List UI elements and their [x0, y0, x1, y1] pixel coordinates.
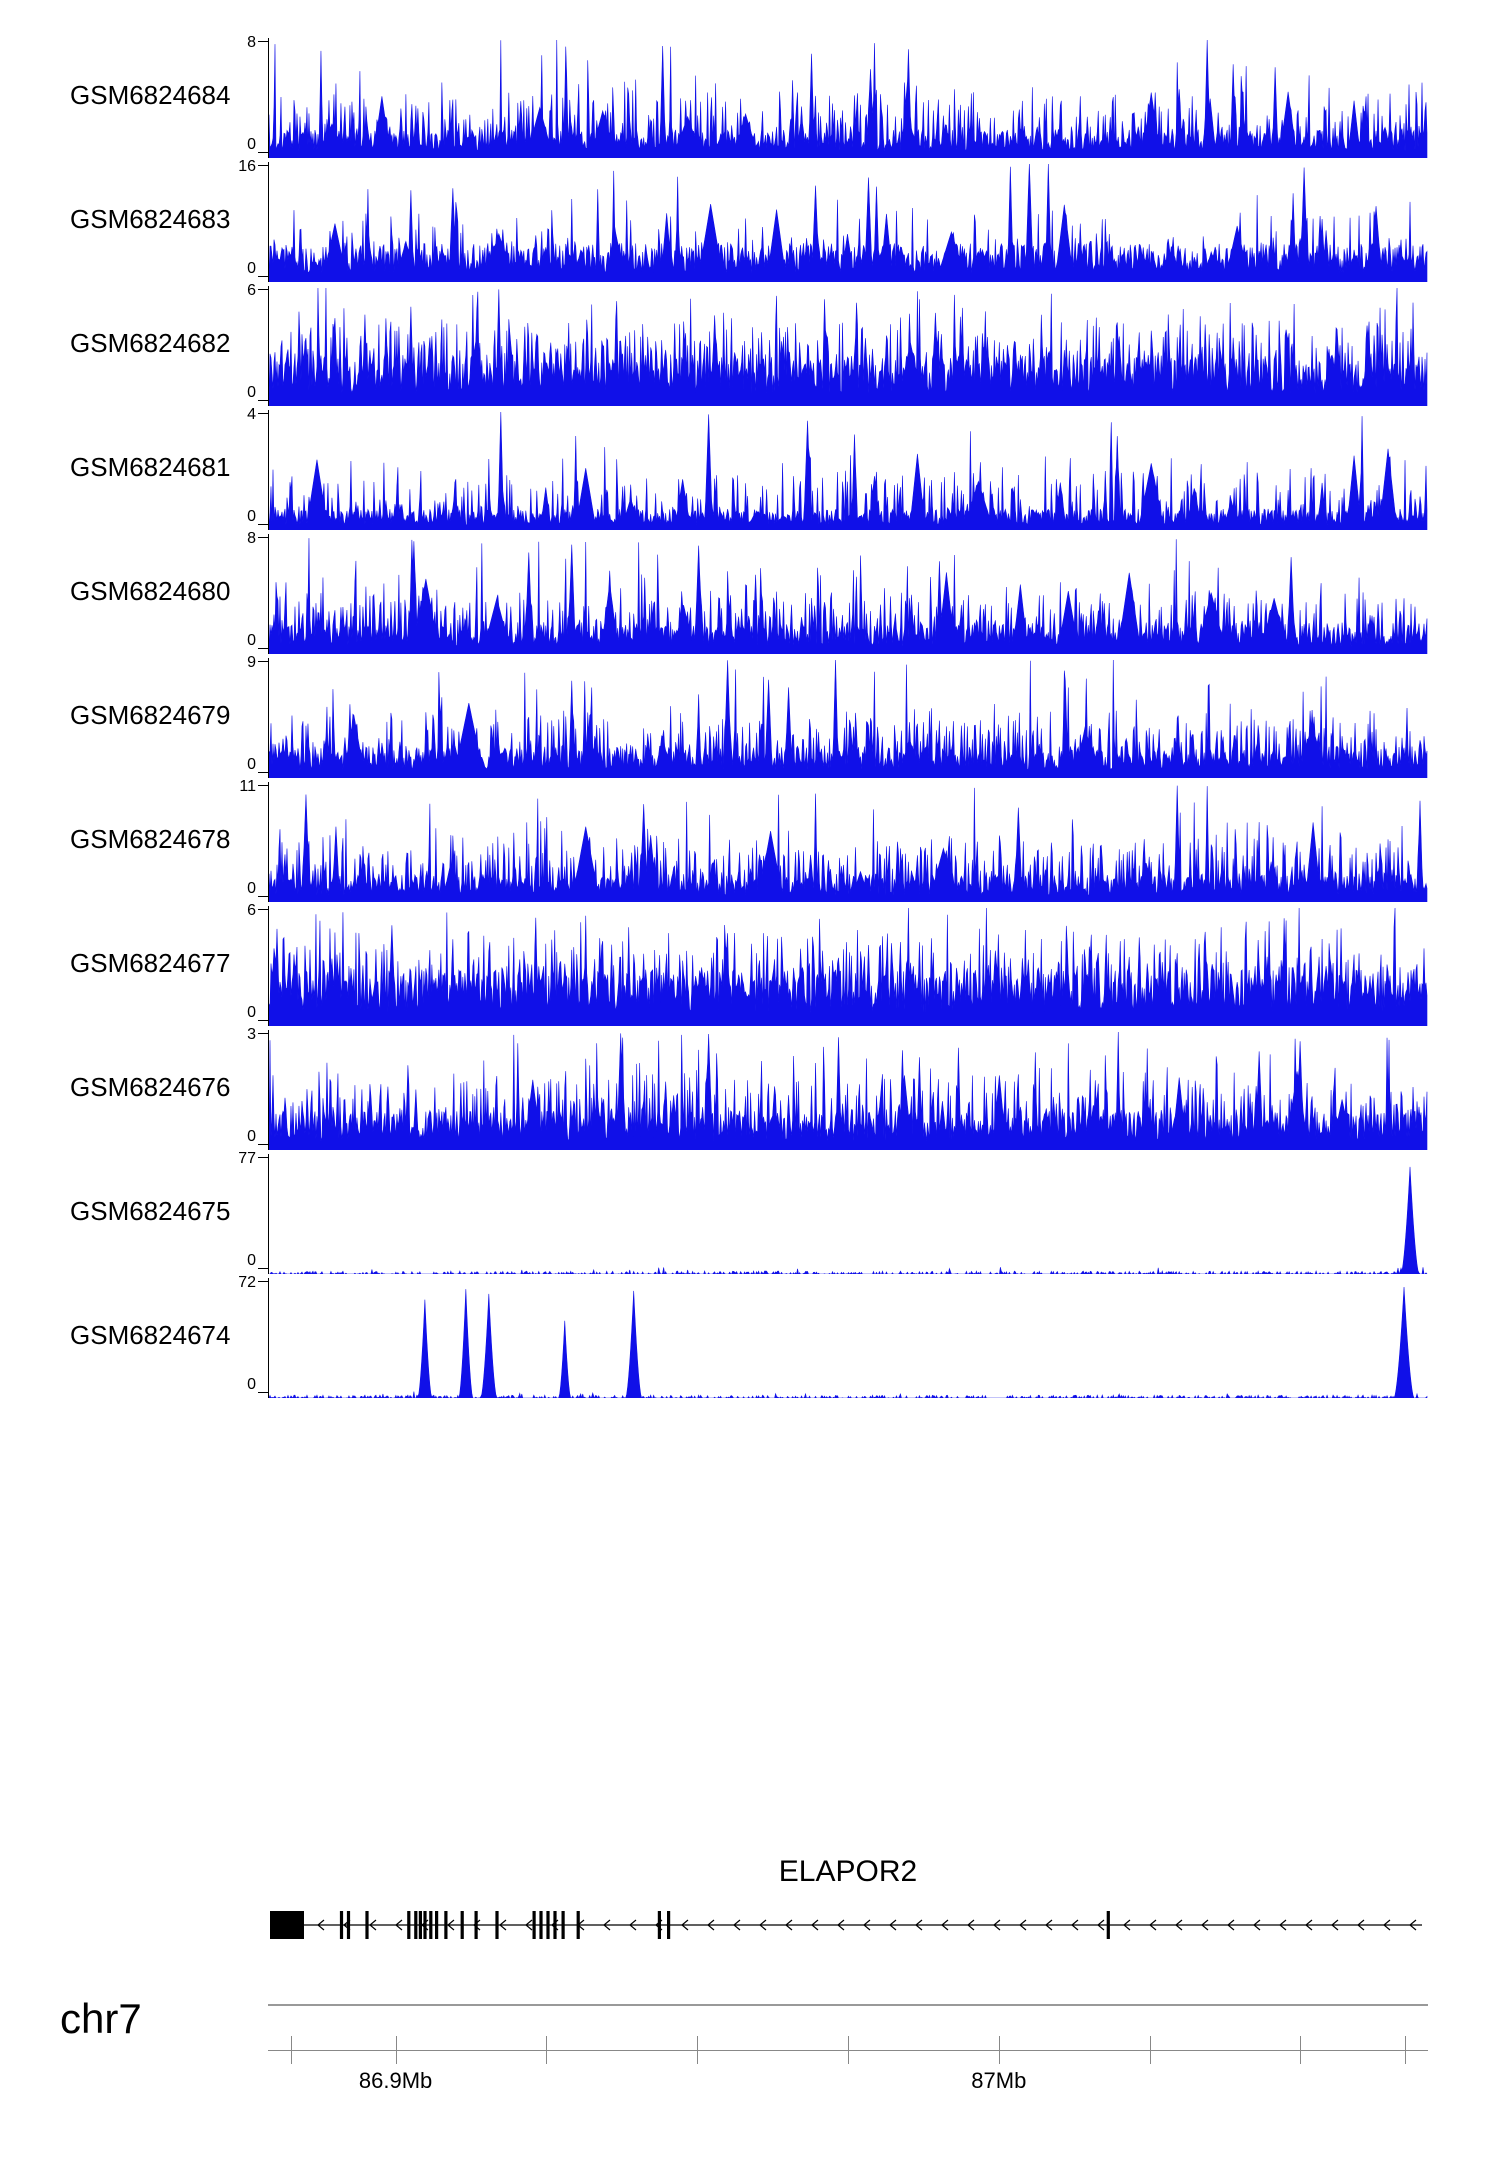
y-tick-top — [258, 165, 268, 166]
genomic-axis — [268, 1990, 1428, 2100]
y-axis-min-GSM6824675: 0 — [247, 1252, 256, 1269]
y-tick-top — [258, 41, 268, 42]
y-tick-bottom — [258, 1392, 268, 1393]
coverage-track — [0, 778, 1500, 902]
coverage-track — [0, 282, 1500, 406]
y-tick-bottom — [258, 152, 268, 153]
y-axis-max-GSM6824674: 72 — [238, 1274, 256, 1291]
coverage-track — [0, 406, 1500, 530]
y-axis-max-GSM6824679: 9 — [247, 654, 256, 671]
coverage-plot-GSM6824674 — [268, 1278, 1428, 1398]
y-axis-min-GSM6824677: 0 — [247, 1004, 256, 1021]
axis-tick-2 — [546, 2036, 547, 2064]
gene-name-label: ELAPOR2 — [778, 1855, 918, 1888]
axis-tick-7 — [1300, 2036, 1301, 2064]
coverage-track — [0, 530, 1500, 654]
y-tick-top — [258, 1157, 268, 1158]
track-label-GSM6824684: GSM6824684 — [70, 80, 231, 110]
y-axis-max-GSM6824683: 16 — [238, 158, 256, 175]
y-tick-bottom — [258, 772, 268, 773]
y-tick-top — [258, 909, 268, 910]
coverage-track — [0, 34, 1500, 158]
track-label-GSM6824677: GSM6824677 — [70, 948, 231, 978]
coverage-plot-GSM6824677 — [268, 906, 1428, 1026]
y-axis-max-GSM6824677: 6 — [247, 902, 256, 919]
y-tick-bottom — [258, 276, 268, 277]
y-tick-bottom — [258, 1020, 268, 1021]
coverage-track — [0, 1150, 1500, 1274]
track-label-GSM6824679: GSM6824679 — [70, 700, 231, 730]
track-label-GSM6824682: GSM6824682 — [70, 328, 231, 358]
track-label-GSM6824674: GSM6824674 — [70, 1320, 231, 1350]
y-axis-max-GSM6824681: 4 — [247, 406, 256, 423]
coverage-track — [0, 1274, 1500, 1398]
coverage-plot-GSM6824675 — [268, 1154, 1428, 1274]
axis-tick-8 — [1405, 2036, 1406, 2064]
y-tick-top — [258, 537, 268, 538]
y-tick-top — [258, 413, 268, 414]
axis-tick-6 — [1150, 2036, 1151, 2064]
y-tick-top — [258, 1281, 268, 1282]
y-tick-bottom — [258, 896, 268, 897]
y-tick-top — [258, 785, 268, 786]
y-tick-bottom — [258, 524, 268, 525]
track-label-GSM6824680: GSM6824680 — [70, 576, 231, 606]
axis-rule-top — [268, 2004, 1428, 2006]
y-tick-top — [258, 1033, 268, 1034]
coverage-plot-GSM6824681 — [268, 410, 1428, 530]
y-tick-bottom — [258, 648, 268, 649]
axis-tick-5 — [999, 2036, 1000, 2064]
y-axis-max-GSM6824680: 8 — [247, 530, 256, 547]
coverage-track — [0, 158, 1500, 282]
y-tick-top — [258, 289, 268, 290]
axis-tick-label-0: 86.9Mb — [358, 2068, 433, 2093]
axis-tick-1 — [396, 2036, 397, 2064]
chromosome-label: chr7 — [60, 1995, 142, 2042]
coverage-plot-GSM6824683 — [268, 162, 1428, 282]
gene-model-panel — [268, 1895, 1428, 1985]
y-tick-bottom — [258, 1268, 268, 1269]
y-axis-min-GSM6824681: 0 — [247, 508, 256, 525]
coverage-plot-GSM6824680 — [268, 534, 1428, 654]
axis-tick-0 — [291, 2036, 292, 2064]
y-axis-max-GSM6824682: 6 — [247, 282, 256, 299]
track-label-GSM6824683: GSM6824683 — [70, 204, 231, 234]
axis-tick-4 — [848, 2036, 849, 2064]
coverage-plot-GSM6824679 — [268, 658, 1428, 778]
y-axis-min-GSM6824682: 0 — [247, 384, 256, 401]
y-axis-max-GSM6824678: 11 — [239, 778, 256, 795]
y-tick-bottom — [258, 1144, 268, 1145]
axis-tick-3 — [697, 2036, 698, 2064]
y-axis-max-GSM6824675: 77 — [238, 1150, 256, 1167]
coverage-track — [0, 902, 1500, 1026]
y-axis-min-GSM6824679: 0 — [247, 756, 256, 773]
y-tick-bottom — [258, 400, 268, 401]
y-axis-max-GSM6824676: 3 — [247, 1026, 256, 1043]
axis-tick-label-1: 87Mb — [971, 2068, 1027, 2093]
coverage-track — [0, 654, 1500, 778]
coverage-track — [0, 1026, 1500, 1150]
coverage-plot-GSM6824684 — [268, 38, 1428, 158]
y-axis-min-GSM6824680: 0 — [247, 632, 256, 649]
y-axis-min-GSM6824674: 0 — [247, 1376, 256, 1393]
coverage-plot-GSM6824676 — [268, 1030, 1428, 1150]
track-label-GSM6824675: GSM6824675 — [70, 1196, 231, 1226]
track-label-GSM6824681: GSM6824681 — [70, 452, 231, 482]
coverage-plot-GSM6824678 — [268, 782, 1428, 902]
y-axis-min-GSM6824678: 0 — [247, 880, 256, 897]
y-axis-min-GSM6824683: 0 — [247, 260, 256, 277]
coverage-plot-GSM6824682 — [268, 286, 1428, 406]
y-axis-min-GSM6824676: 0 — [247, 1128, 256, 1145]
track-label-GSM6824678: GSM6824678 — [70, 824, 231, 854]
y-tick-top — [258, 661, 268, 662]
track-label-GSM6824676: GSM6824676 — [70, 1072, 231, 1102]
y-axis-min-GSM6824684: 0 — [247, 136, 256, 153]
y-axis-max-GSM6824684: 8 — [247, 34, 256, 51]
